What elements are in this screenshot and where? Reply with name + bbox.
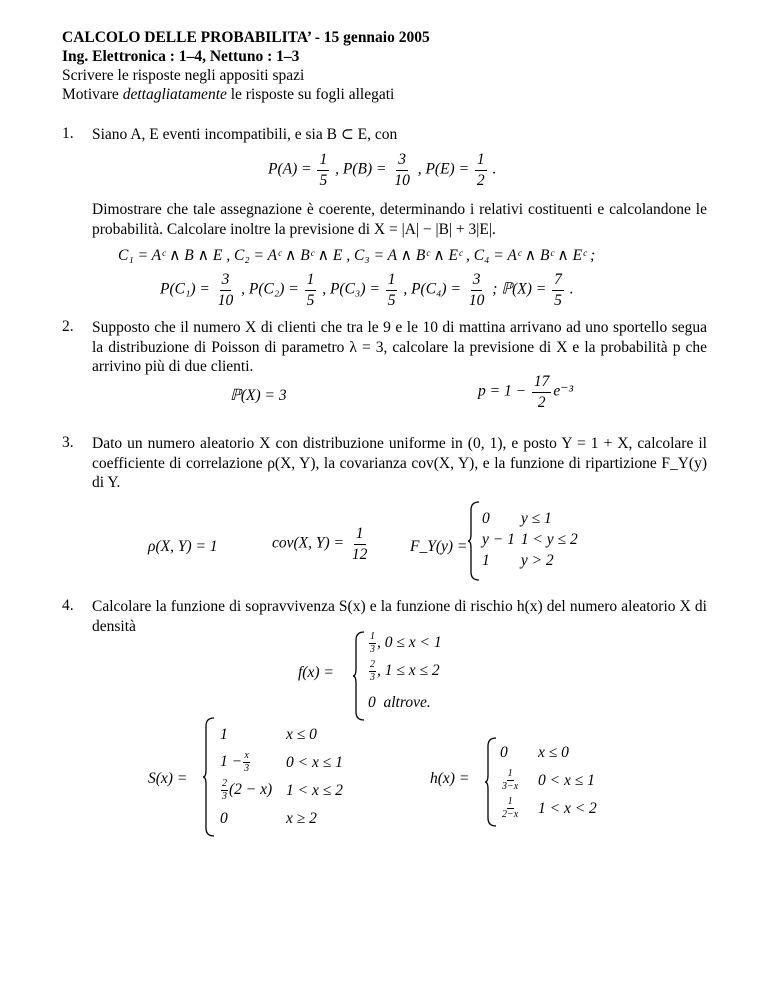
cdf-case-row: y − 1 1 < y ≤ 2 xyxy=(482,531,578,548)
exam-subtitle: Ing. Elettronica : 1–4, Nettuno : 1–3 xyxy=(62,48,300,65)
q4-hazard-label: h(x) = xyxy=(430,770,470,787)
instruction-2: Motivare dettagliatamente le risposte su fogli allegati xyxy=(62,86,395,103)
q1-given: P(A) = $\frac{1}{5}$ , P(B) = $\frac{3}{10}$ , P(E) = $\frac{1}{2}$ . xyxy=(268,151,497,189)
exam-title: CALCOLO DELLE PROBABILITA’ - 15 gennaio 2005 xyxy=(62,29,430,46)
survival-case-row: 1 x ≤ 0 xyxy=(220,725,317,743)
density-case-row: $\frac{1}{3}$ , 0 ≤ x < 1 xyxy=(370,631,442,655)
instruction-1: Scrivere le risposte negli appositi spazi xyxy=(62,67,305,84)
q3-cdf-label: F_Y(y) = xyxy=(410,538,468,555)
q1-intro: Siano A, E eventi incompatibili, e sia B ⊂ E, con xyxy=(92,126,398,143)
q3-covariance: cov(X, Y) = $\frac{1}{12}$ xyxy=(272,525,368,563)
density-case-row: 0 altrove. xyxy=(368,694,431,711)
q4-density-brace xyxy=(352,630,364,722)
q3-number: 3. xyxy=(62,434,74,451)
hazard-case-row: $\frac{1}{3-x}$ 0 < x ≤ 1 xyxy=(502,767,595,792)
q4-number: 4. xyxy=(62,597,74,614)
q2-expectation: ℙ(X) = 3 xyxy=(230,387,287,404)
survival-case-row: 0 x ≥ 2 xyxy=(220,809,317,827)
q2-number: 2. xyxy=(62,318,74,335)
q4-survival-label: S(x) = xyxy=(148,770,188,787)
q2-text: Supposto che il numero X di clienti che tra le 9 e le 10 di mattina arrivano ad uno sportello segua la distribuzione di Poisson di parametro λ = 3, calcolare la previsione di X e la probabilità p che arrivino più di due clienti. xyxy=(92,319,707,375)
hazard-case-row: 0 x ≤ 0 xyxy=(500,743,569,761)
density-case-row: $\frac{2}{3}$ , 1 ≤ x ≤ 2 xyxy=(370,659,440,683)
q3-correlation: ρ(X, Y) = 1 xyxy=(148,538,218,555)
q4-hazard-cases xyxy=(500,738,603,822)
q1-text: Dimostrare che tale assegnazione è coerente, determinando i relativi costituenti e calcolandone le probabilità. Calcolare inoltre la previsione di X = |A| − |B| + 3|E|. xyxy=(92,201,707,238)
q4-text: Calcolare la funzione di sopravvivenza S(x) e la funzione di rischio h(x) del numero aleatorio X di densità xyxy=(92,598,707,635)
header xyxy=(62,28,430,104)
q4-density-label: f(x) = xyxy=(298,664,334,681)
q2-probability: p = 1 − $\frac{17}{2}$ e⁻³ xyxy=(478,373,574,411)
survival-case-row: $\frac{2}{3}$ (2 − x) 1 < x ≤ 2 xyxy=(222,777,343,802)
q1-answer: P(C₁) = $\frac{3}{10}$ , P(C₂) = $\frac{1}{5}$ , P(C₃) = $\frac{1}{5}$ , P(C₄) = $\frac{3}{10}$ ; ℙ(X) = $\frac{7}{5}$ . xyxy=(160,271,574,309)
hazard-case-row: $\frac{1}{2-x}$ 1 < x < 2 xyxy=(502,795,597,820)
q3-cdf-cases xyxy=(482,508,584,571)
q3-text: Dato un numero aleatorio X con distribuzione uniforme in (0, 1), e posto Y = 1 + X, calcolare il coefficiente di correlazione ρ(X, Y), la covarianza cov(X, Y), e la funzione di ripartizione F_Y(y) di Y. xyxy=(92,435,707,491)
q3-cdf-brace xyxy=(467,500,479,582)
survival-case-row: 1 − $\frac{x}{3}$ 0 < x ≤ 1 xyxy=(220,749,343,774)
q4-survival-cases xyxy=(220,720,349,832)
q4-hazard-brace xyxy=(484,736,496,828)
q1-constituents: C₁ = Aᶜ ∧ B ∧ E , C₂ = Aᶜ ∧ Bᶜ ∧ E , C₃ = A ∧ Bᶜ ∧ Eᶜ , C₄ = Aᶜ ∧ Bᶜ ∧ Eᶜ ; xyxy=(118,247,596,264)
q4-survival-brace xyxy=(202,716,214,838)
q4-density-cases xyxy=(368,632,442,720)
q1-number: 1. xyxy=(62,125,74,142)
cdf-case-row: 0 y ≤ 1 xyxy=(482,510,552,527)
cdf-case-row: 1 y > 2 xyxy=(482,552,554,569)
